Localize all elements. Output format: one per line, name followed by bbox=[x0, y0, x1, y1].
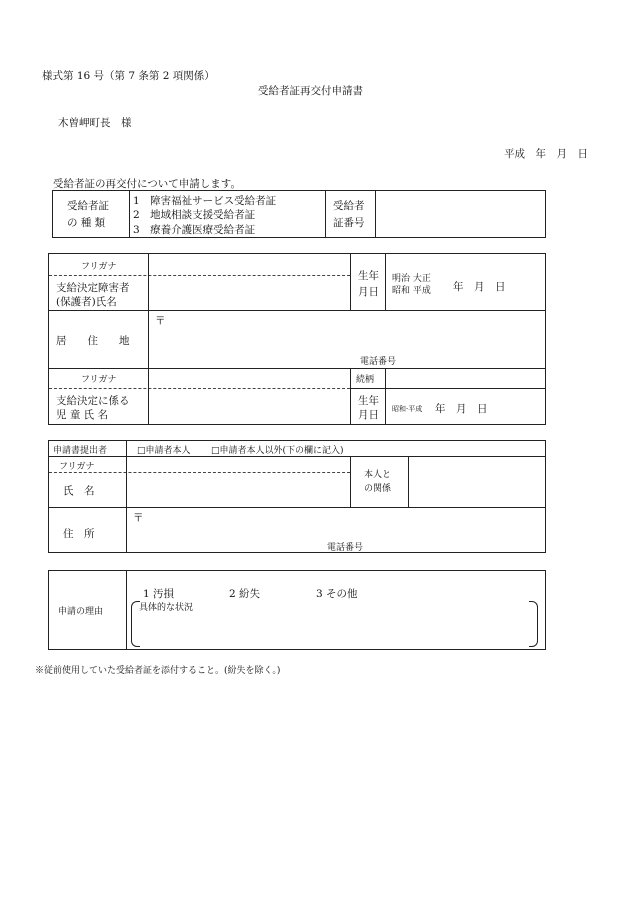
submitter-relation-label: 本人と bbox=[364, 470, 392, 480]
era-options-1[interactable]: 明治 大正 bbox=[392, 274, 431, 284]
applicant-name-label: 支給決定障害者 bbox=[56, 282, 130, 294]
submitter-option-other[interactable]: □申請者本人以外(下の欄に記入) bbox=[211, 446, 344, 456]
submitter-furigana-label: フリガナ bbox=[59, 462, 95, 472]
submitter-table bbox=[48, 440, 546, 553]
phone-label: 電話番号 bbox=[360, 357, 397, 367]
postal-mark: 〒 bbox=[155, 315, 166, 327]
reason-table bbox=[48, 570, 546, 650]
cert-number-label-2: 証番号 bbox=[333, 217, 365, 229]
footnote: ※従前使用していた受給者証を添付すること。(紛失を除く。) bbox=[35, 666, 281, 676]
addressee: 木曽岬町長 様 bbox=[58, 117, 132, 129]
child-name-label-2: 児 童 氏 名 bbox=[56, 409, 109, 421]
birth-label-2: 月日 bbox=[358, 286, 379, 298]
furigana-label: フリガナ bbox=[81, 262, 117, 272]
relation-label: 続柄 bbox=[356, 375, 375, 385]
reason-option-2[interactable]: 2 紛失 bbox=[229, 588, 261, 600]
submitter-label: 申請書提出者 bbox=[53, 446, 108, 456]
submitter-relation-label-2: の関係 bbox=[364, 484, 392, 494]
form-title: 受給者証再交付申請書 bbox=[258, 85, 363, 97]
submitter-name-label: 氏 名 bbox=[63, 485, 95, 497]
address-label: 居 住 地 bbox=[56, 335, 130, 347]
cert-type-table bbox=[52, 190, 546, 238]
cert-number-label: 受給者 bbox=[333, 200, 365, 212]
submitter-address-label: 住 所 bbox=[63, 528, 95, 540]
applicant-info-table bbox=[48, 253, 546, 425]
cert-option-1[interactable]: 1 障害福祉サービス受給者証 bbox=[133, 195, 277, 207]
intro-text: 受給者証の再交付について申請します。 bbox=[53, 178, 241, 190]
reason-option-1[interactable]: 1 汚損 bbox=[143, 588, 175, 600]
detail-bracket-right bbox=[529, 601, 538, 647]
child-birth-label-2: 月日 bbox=[358, 409, 379, 421]
child-birth-label: 生年 bbox=[358, 395, 379, 407]
submitter-phone-label: 電話番号 bbox=[327, 543, 364, 553]
form-number: 様式第 16 号（第 7 条第 2 項関係） bbox=[42, 70, 215, 82]
detail-label: 具体的な状況 bbox=[139, 603, 194, 613]
cert-option-3[interactable]: 3 療養介護医療受給者証 bbox=[133, 224, 256, 236]
child-era-options[interactable]: 昭和·平成 bbox=[392, 405, 423, 413]
child-name-label: 支給決定に係る bbox=[56, 395, 130, 407]
birth-date-field[interactable]: 年 月 日 bbox=[453, 281, 506, 293]
applicant-name-label-2: (保護者)氏名 bbox=[56, 296, 117, 308]
cert-type-label: 受給者証 bbox=[67, 200, 109, 212]
reason-option-3[interactable]: 3 その他 bbox=[316, 588, 358, 600]
child-birth-date-field[interactable]: 年 月 日 bbox=[435, 403, 488, 415]
reason-label: 申請の理由 bbox=[58, 607, 104, 617]
cert-type-label-2: の 種 類 bbox=[67, 217, 106, 229]
cert-option-2[interactable]: 2 地域相談支援受給者証 bbox=[133, 209, 256, 221]
birth-label: 生年 bbox=[358, 270, 379, 282]
furigana-label-child: フリガナ bbox=[81, 375, 117, 385]
era-options-2[interactable]: 昭和 平成 bbox=[392, 286, 431, 296]
submitter-option-self[interactable]: □申請者本人 bbox=[137, 446, 191, 456]
application-date[interactable]: 平成 年 月 日 bbox=[504, 148, 588, 160]
submitter-postal-mark: 〒 bbox=[133, 512, 144, 524]
